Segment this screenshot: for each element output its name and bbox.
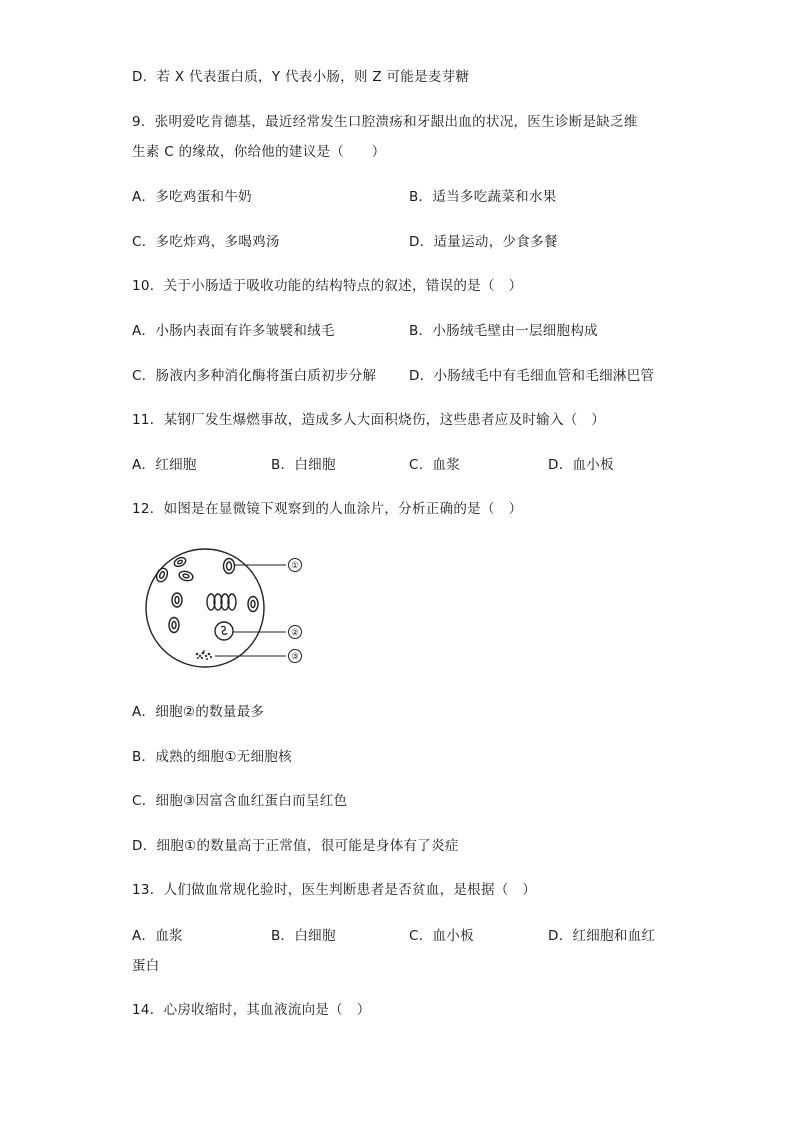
q9-option-d: D．适量运动，少食多餐	[409, 234, 558, 250]
q13-option-c: C．血小板	[409, 928, 474, 944]
q12-stem: 12．如图是在显微镜下观察到的人血涂片，分析正确的是（ ）	[132, 501, 523, 517]
q12-option-a: A．细胞②的数量最多	[132, 704, 265, 720]
q14-stem: 14．心房收缩时，其血液流向是（ ）	[132, 1002, 371, 1018]
q10-option-c: C．肠液内多种消化酶将蛋白质初步分解	[132, 368, 377, 384]
q11-option-d: D．血小板	[548, 457, 614, 473]
q11-stem: 11．某钢厂发生爆燃事故，造成多人大面积烧伤，这些患者应及时输入（ ）	[132, 412, 606, 428]
q9-stem-line2: 生素 C 的缘故，你给他的建议是（ ）	[132, 144, 386, 160]
figure-label-3: ③	[291, 652, 299, 662]
q10-option-d: D．小肠绒毛中有毛细血管和毛细淋巴管	[409, 368, 655, 384]
q13-option-b: B．白细胞	[271, 928, 336, 944]
q11-option-b: B．白细胞	[271, 457, 336, 473]
q13-stem: 13．人们做血常规化验时，医生判断患者是否贫血，是根据（ ）	[132, 882, 537, 898]
q10-stem: 10．关于小肠适于吸收功能的结构特点的叙述，错误的是（ ）	[132, 278, 523, 294]
q8-option-d: D．若 X 代表蛋白质，Y 代表小肠，则 Z 可能是麦芽糖	[132, 69, 470, 85]
q13-option-d: D．红细胞和血红	[548, 928, 656, 944]
q11-option-c: C．血浆	[409, 457, 461, 473]
microscope-field-circle	[146, 549, 264, 667]
q9-option-b: B．适当多吃蔬菜和水果	[409, 189, 557, 205]
q12-option-b: B．成熟的细胞①无细胞核	[132, 749, 292, 765]
q10-option-a: A．小肠内表面有许多皱襞和绒毛	[132, 323, 335, 339]
q9-stem-line1: 9．张明爱吃肯德基，最近经常发生口腔溃疡和牙龈出血的状况，医生诊断是缺乏维	[132, 114, 638, 130]
q9-option-a: A．多吃鸡蛋和牛奶	[132, 189, 252, 205]
blood-smear-figure	[140, 545, 315, 675]
q12-option-d: D．细胞①的数量高于正常值，很可能是身体有了炎症	[132, 838, 459, 854]
q9-option-c: C．多吃炸鸡，多喝鸡汤	[132, 234, 280, 250]
red-blood-cells	[155, 556, 258, 633]
q13-option-d-continued: 蛋白	[132, 958, 160, 974]
white-blood-cell	[215, 622, 233, 640]
q13-option-a: A．血浆	[132, 928, 183, 944]
q12-option-c: C．细胞③因富含血红蛋白而呈红色	[132, 793, 348, 809]
q10-option-b: B．小肠绒毛壁由一层细胞构成	[409, 323, 598, 339]
platelets	[196, 650, 212, 660]
figure-label-2: ②	[291, 628, 299, 638]
q11-option-a: A．红细胞	[132, 457, 197, 473]
figure-label-1: ①	[291, 561, 299, 571]
